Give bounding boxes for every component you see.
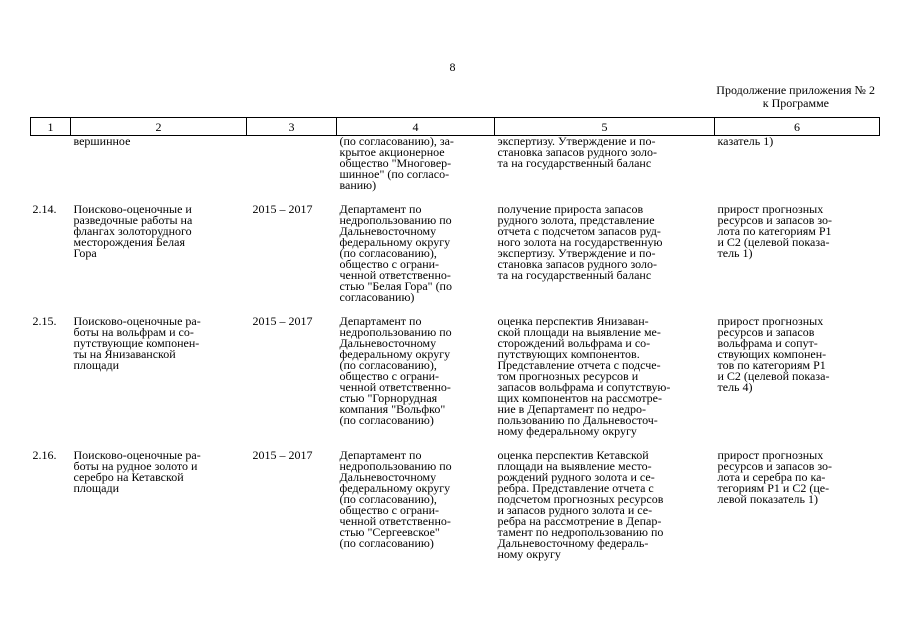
expected-result-line: ребра. Представление отчета с bbox=[497, 481, 654, 495]
program-table bbox=[30, 117, 880, 560]
work-name-cell bbox=[71, 450, 247, 560]
executors-line: федеральному округу bbox=[339, 481, 451, 495]
expected-result-cell bbox=[495, 204, 715, 303]
expected-result-line: рудного золота, представление bbox=[497, 213, 655, 227]
executors-line: общество с ограни- bbox=[339, 369, 440, 383]
expected-result-line: та на государственный баланс bbox=[497, 268, 652, 282]
executors-line: Департамент по bbox=[339, 314, 422, 328]
executors-line: (по согласованию) bbox=[339, 413, 434, 427]
executors-cell bbox=[337, 316, 495, 437]
work-name-cell bbox=[71, 204, 247, 303]
executors-line: ченной ответственно- bbox=[339, 268, 451, 282]
expected-result-cell bbox=[495, 450, 715, 560]
appendix-note-line2: к Программе bbox=[762, 96, 829, 110]
executors-line: недропользованию по bbox=[339, 325, 452, 339]
table-row bbox=[31, 204, 880, 303]
indicator-line: ствующих компонен- bbox=[717, 347, 827, 361]
executors-cell bbox=[337, 204, 495, 303]
indicator-line: ресурсов и запасов bbox=[717, 325, 815, 339]
indicator-line: тель 4) bbox=[717, 380, 753, 394]
indicator-line: лота и серебра по ка- bbox=[717, 470, 826, 484]
executors-cell bbox=[337, 136, 495, 192]
executors-line: согласованию) bbox=[339, 290, 415, 304]
expected-result-line: пользованию по Дальневосточ- bbox=[497, 413, 658, 427]
indicator-cell bbox=[715, 316, 880, 437]
executors-line: (по согласованию) bbox=[339, 536, 434, 550]
item-number-cell bbox=[31, 204, 71, 303]
table-row bbox=[31, 136, 880, 192]
appendix-note-line1: Продолжение приложения № 2 bbox=[716, 83, 875, 97]
executors-line: шинное" (по согласо- bbox=[339, 167, 450, 181]
expected-result-line: экспертизу. Утверждение и по- bbox=[497, 134, 656, 148]
executors-line: стью "Горнорудная bbox=[339, 391, 438, 405]
executors-line: общество с ограни- bbox=[339, 503, 440, 517]
period-text: 2015 – 2017 bbox=[252, 448, 313, 462]
item-number-cell bbox=[31, 136, 71, 192]
work-name-line: ты на Янизаванской bbox=[73, 347, 176, 361]
indicator-line: левой показатель 1) bbox=[717, 492, 818, 506]
indicator-line: прирост прогнозных bbox=[717, 202, 824, 216]
appendix-note bbox=[655, 84, 875, 110]
indicator-line: тегориям Р1 и С2 (це- bbox=[717, 481, 830, 495]
executors-line: крытое акционерное bbox=[339, 145, 445, 159]
period-cell bbox=[247, 450, 337, 560]
item-number-text: 2.15. bbox=[32, 314, 57, 328]
indicator-line: вольфрама и сопут- bbox=[717, 336, 818, 350]
expected-result-line: ного золота на государственную bbox=[497, 235, 663, 249]
work-name-line: флангах золоторудного bbox=[73, 224, 192, 238]
header-col-6: 6 bbox=[715, 118, 880, 136]
table-row bbox=[31, 316, 880, 437]
work-name-line: боты на рудное золото и bbox=[73, 459, 198, 473]
expected-result-line: оценка перспектив Кетавской bbox=[497, 448, 649, 462]
period-cell bbox=[247, 136, 337, 192]
work-name-line: Поисково-оценочные и bbox=[73, 202, 192, 216]
executors-line: компания "Вольфко" bbox=[339, 402, 446, 416]
work-name-line: серебро на Кетавской bbox=[73, 470, 184, 484]
work-name-line: Поисково-оценочные ра- bbox=[73, 314, 201, 328]
executors-line: общество с ограни- bbox=[339, 257, 440, 271]
header-col-3: 3 bbox=[247, 118, 337, 136]
header-col-5: 5 bbox=[495, 118, 715, 136]
item-number-text: 2.16. bbox=[32, 448, 57, 462]
expected-result-line: отчета с подсчетом запасов руд- bbox=[497, 224, 661, 238]
executors-cell bbox=[337, 450, 495, 560]
executors-line: ченной ответственно- bbox=[339, 380, 451, 394]
executors-line: федеральному округу bbox=[339, 347, 451, 361]
executors-line: (по согласованию), bbox=[339, 246, 437, 260]
expected-result-line: получение прироста запасов bbox=[497, 202, 644, 216]
executors-line: (по согласованию), bbox=[339, 358, 437, 372]
indicator-cell bbox=[715, 450, 880, 560]
executors-line: недропользованию по bbox=[339, 213, 452, 227]
indicator-line: ресурсов и запасов зо- bbox=[717, 459, 833, 473]
expected-result-line: Представление отчета с подсче- bbox=[497, 358, 661, 372]
executors-line: Дальневосточному bbox=[339, 224, 437, 238]
header-col-1: 1 bbox=[31, 118, 71, 136]
expected-result-line: экспертизу. Утверждение и по- bbox=[497, 246, 656, 260]
work-name-line: площади bbox=[73, 358, 120, 372]
expected-result-line: щих компонентов на рассмотре- bbox=[497, 391, 662, 405]
work-name-cell bbox=[71, 136, 247, 192]
work-name-line: путствующие компонен- bbox=[73, 336, 200, 350]
work-name-line: вершинное bbox=[73, 134, 131, 148]
expected-result-line: сторождений вольфрама и со- bbox=[497, 336, 651, 350]
executors-line: федеральному округу bbox=[339, 235, 451, 249]
expected-result-line: та на государственный баланс bbox=[497, 156, 652, 170]
expected-result-line: ребра на рассмотрение в Депар- bbox=[497, 514, 662, 528]
indicator-line: тель 1) bbox=[717, 246, 753, 260]
expected-result-line: ской площади на выявление ме- bbox=[497, 325, 661, 339]
expected-result-cell bbox=[495, 316, 715, 437]
period-text: 2015 – 2017 bbox=[252, 202, 313, 216]
indicator-line: и С2 (целевой показа- bbox=[717, 235, 830, 249]
period-text: 2015 – 2017 bbox=[252, 314, 313, 328]
expected-result-line: рождений рудного золота и се- bbox=[497, 470, 655, 484]
executors-line: недропользованию по bbox=[339, 459, 452, 473]
work-name-line: разведочные работы на bbox=[73, 213, 193, 227]
executors-line: стью "Сергеевское" bbox=[339, 525, 440, 539]
executors-line: Департамент по bbox=[339, 202, 422, 216]
executors-line: (по согласованию), за- bbox=[339, 134, 454, 148]
header-col-4: 4 bbox=[337, 118, 495, 136]
executors-line: (по согласованию), bbox=[339, 492, 437, 506]
expected-result-line: тамент по недропользованию по bbox=[497, 525, 664, 539]
indicator-line: и С2 (целевой показа- bbox=[717, 369, 830, 383]
executors-line: Дальневосточному bbox=[339, 336, 437, 350]
expected-result-line: путствующих компонентов. bbox=[497, 347, 640, 361]
indicator-cell bbox=[715, 204, 880, 303]
expected-result-line: площади на выявление место- bbox=[497, 459, 652, 473]
page-number: 8 bbox=[449, 60, 456, 74]
header-col-2: 2 bbox=[71, 118, 247, 136]
table-row bbox=[31, 450, 880, 560]
work-name-line: боты на вольфрам и со- bbox=[73, 325, 194, 339]
expected-result-line: становка запасов рудного золо- bbox=[497, 145, 657, 159]
executors-line: стью "Белая Гора" (по bbox=[339, 279, 452, 293]
expected-result-line: том прогнозных ресурсов и bbox=[497, 369, 639, 383]
expected-result-line: и запасов рудного золота и се- bbox=[497, 503, 653, 517]
period-cell bbox=[247, 316, 337, 437]
expected-result-cell bbox=[495, 136, 715, 192]
indicator-line: тов по категориям Р1 bbox=[717, 358, 826, 372]
expected-result-line: ному округу bbox=[497, 547, 561, 561]
item-number-cell bbox=[31, 316, 71, 437]
indicator-cell bbox=[715, 136, 880, 192]
indicator-line: прирост прогнозных bbox=[717, 448, 824, 462]
work-name-line: месторождения Белая bbox=[73, 235, 185, 249]
period-cell bbox=[247, 204, 337, 303]
table-header bbox=[31, 118, 880, 136]
indicator-line: казатель 1) bbox=[717, 134, 774, 148]
indicator-line: ресурсов и запасов зо- bbox=[717, 213, 833, 227]
expected-result-line: подсчетом прогнозных ресурсов bbox=[497, 492, 664, 506]
indicator-line: прирост прогнозных bbox=[717, 314, 824, 328]
expected-result-line: ному федеральному округу bbox=[497, 424, 637, 438]
executors-line: Дальневосточному bbox=[339, 470, 437, 484]
expected-result-line: оценка перспектив Янизаван- bbox=[497, 314, 649, 328]
work-name-cell bbox=[71, 316, 247, 437]
work-name-line: Гора bbox=[73, 246, 97, 260]
executors-line: общество "Многовер- bbox=[339, 156, 452, 170]
work-name-line: площади bbox=[73, 481, 120, 495]
expected-result-line: запасов вольфрама и сопутствую- bbox=[497, 380, 671, 394]
executors-line: ванию) bbox=[339, 178, 377, 192]
expected-result-line: становка запасов рудного золо- bbox=[497, 257, 657, 271]
expected-result-line: Дальневосточному федераль- bbox=[497, 536, 649, 550]
item-number-cell bbox=[31, 450, 71, 560]
indicator-line: лота по категориям Р1 bbox=[717, 224, 832, 238]
executors-line: Департамент по bbox=[339, 448, 422, 462]
work-name-line: Поисково-оценочные ра- bbox=[73, 448, 201, 462]
table-body bbox=[31, 136, 880, 561]
executors-line: ченной ответственно- bbox=[339, 514, 451, 528]
item-number-text: 2.14. bbox=[32, 202, 57, 216]
expected-result-line: ние в Департамент по недро- bbox=[497, 402, 646, 416]
